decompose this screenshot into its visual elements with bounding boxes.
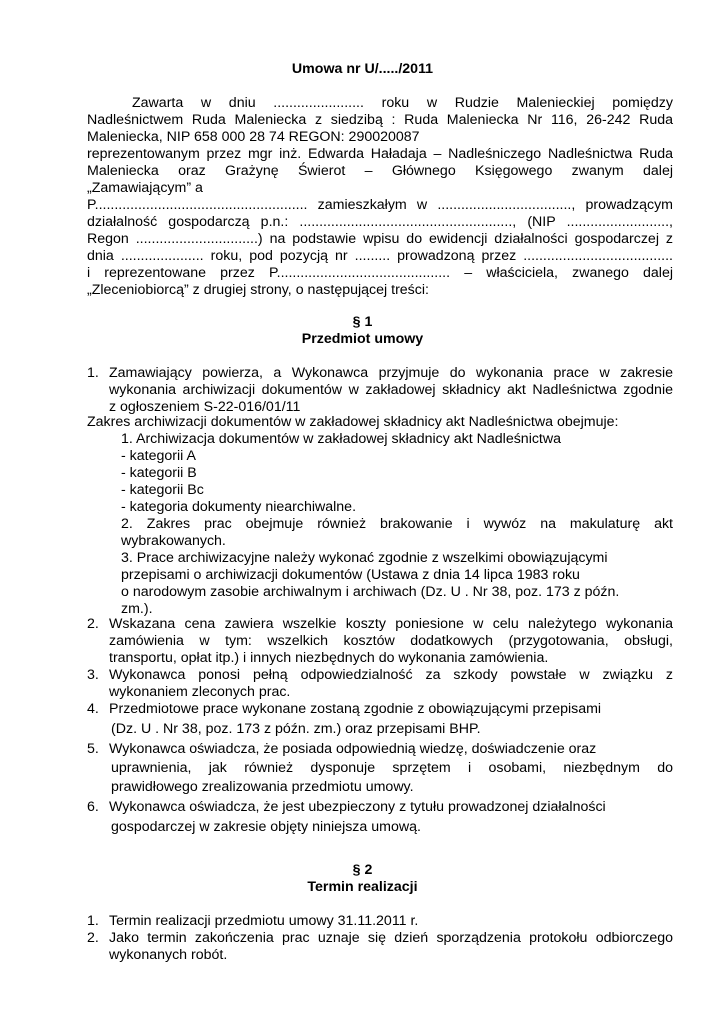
scope-line: - kategorii A: [121, 448, 196, 464]
item-line: Jako termin zakończenia prac uznaje się dzień sporządzenia protokołu odbiorczego: [109, 930, 673, 946]
item-line: (Dz. U . Nr 38, poz. 173 z późn. zm.) oraz przepisami BHP.: [111, 721, 481, 737]
scope-line: 3. Prace archiwizacyjne należy wykonać zgodnie z wszelkimi obowiązującymi: [121, 550, 608, 566]
scope-line: - kategorii B: [121, 465, 197, 481]
item-number: 2.: [87, 930, 99, 946]
scope-line: - kategorii Bc: [121, 482, 204, 498]
preamble-line: i reprezentowane przez P............................................ – właściciela, zwanego dalej: [87, 265, 673, 281]
section-2-heading: Termin realizacji: [307, 879, 418, 895]
item-line: Wskazana cena zawiera wszelkie koszty poniesione w celu należytego wykonania: [109, 616, 673, 632]
scope-line: 2. Zakres prac obejmuje również brakowanie i wywóz na makulaturę akt: [121, 516, 673, 532]
item-line: wykonaniem zleconych prac.: [109, 684, 291, 700]
scope-line: przepisami o archiwizacji dokumentów (Ustawa z dnia 14 lipca 1983 roku: [121, 567, 580, 583]
scope-intro: Zakres archiwizacji dokumentów w zakładowej składnicy akt Nadleśnictwa obejmuje:: [87, 414, 619, 430]
section-1-heading: Przedmiot umowy: [301, 331, 424, 347]
item-line: transportu, opłat itp.) i innych niezbędnych do wykonania zamówienia.: [109, 650, 549, 666]
preamble-line: „Zamawiającym” a: [87, 180, 203, 196]
item-line: uprawnienia, jak również dysponuje sprzętem i osobami, niezbędnym do: [111, 760, 673, 776]
item-line: Wykonawca ponosi pełną odpowiedzialność za szkody powstałe w związku z: [109, 667, 673, 683]
scope-line: o narodowym zasobie archiwalnym i archiwach (Dz. U . Nr 38, poz. 173 z późn.: [121, 584, 620, 600]
preamble-line: działalność gospodarczą p.n.: ......................................................, (NIP ..........................,: [87, 214, 673, 230]
preamble-line: P...................................................... zamieszkałym w .................................., prowadzącym: [87, 197, 673, 213]
item-number: 4.: [87, 701, 99, 717]
item-line: Wykonawca oświadcza, że jest ubezpieczony z tytułu prowadzonej działalności: [109, 799, 606, 815]
preamble-line: Maleniecka oraz Grażynę Świerot – Głównego Księgowego zwanym dalej: [87, 163, 673, 179]
document-title: Umowa nr U/...../2011: [291, 61, 434, 77]
scope-line: wybrakowanych.: [121, 533, 226, 549]
scope-line: - kategoria dokumenty niearchiwalne.: [121, 499, 357, 515]
item-line: Termin realizacji przedmiotu umowy 31.11.2011 r.: [109, 913, 419, 929]
item-number: 6.: [87, 799, 99, 815]
preamble-line: „Zleceniobiorcą” z drugiej strony, o następującej treści:: [87, 282, 429, 298]
scope-line: 1. Archiwizacja dokumentów w zakładowej składnicy akt Nadleśnictwa: [121, 431, 562, 447]
preamble-line: Maleniecka, NIP 658 000 28 74 REGON: 290020087: [87, 129, 420, 145]
item-line: prawidłowego zrealizowania przedmiotu umowy.: [111, 779, 414, 795]
item-line: wykonanych robót.: [109, 947, 228, 963]
preamble-line: dnia ..................... roku, pod pozycją nr ......... prowadzoną przez ......................................: [87, 248, 673, 264]
item-line: Zamawiający powierza, a Wykonawca przyjmuje do wykonania prace w zakresie: [109, 365, 673, 381]
item-line: Wykonawca oświadcza, że posiada odpowiednią wiedzę, doświadczenie oraz: [109, 741, 597, 757]
preamble-line: Regon ...............................) na podstawie wpisu do ewidencji działalności gospodarczej z: [87, 231, 673, 247]
item-line: Przedmiotowe prace wykonane zostaną zgodnie z obowiązującymi przepisami: [109, 701, 602, 717]
preamble-line: Nadleśnictwem Ruda Maleniecka z siedzibą : Ruda Maleniecka Nr 116, 26-242 Ruda: [87, 112, 673, 128]
item-number: 1.: [87, 913, 99, 929]
scope-line: zm.).: [121, 601, 153, 617]
preamble-line: reprezentowanym przez mgr inż. Edwarda Haładaja – Nadleśniczego Nadleśnictwa Ruda: [87, 146, 673, 162]
item-line: gospodarczej w zakresie objęty niniejsza umową.: [111, 819, 421, 835]
item-number: 1.: [87, 365, 99, 381]
section-2-symbol: § 2: [352, 862, 373, 878]
section-1-symbol: § 1: [352, 314, 373, 330]
item-number: 3.: [87, 667, 99, 683]
item-number: 5.: [87, 741, 99, 757]
item-line: z ogłoszeniem S-22-016/01/11: [109, 399, 301, 415]
item-number: 2.: [87, 616, 99, 632]
item-line: wykonania archiwizacji dokumentów w zakładowej składnicy akt Nadleśnictwa zgodnie: [109, 382, 673, 398]
preamble-line: Zawarta w dniu ....................... roku w Rudzie Malenieckiej pomiędzy: [132, 95, 673, 111]
item-line: zamówienia w tym: wszelkich kosztów dodatkowych (przygotowania, obsługi,: [109, 633, 673, 649]
